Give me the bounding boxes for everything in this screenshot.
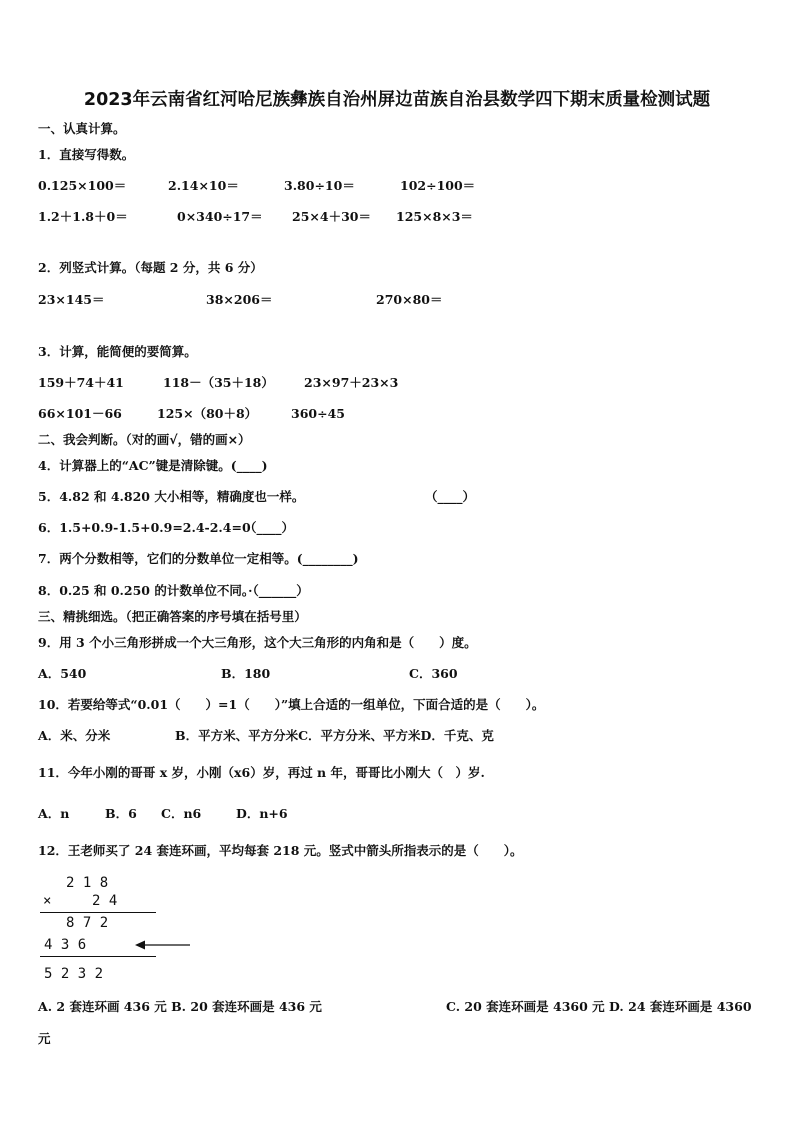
question-11: 11．今年小刚的哥哥 x 岁，小刚（x6）岁，再过 n 年，哥哥比小刚大（ ）岁. — [38, 765, 485, 780]
question-3-label: 3．计算，能简便的要简算。 — [38, 344, 197, 359]
q1-item-4: 102÷100＝ — [400, 178, 476, 193]
q1-item-6: 0×340÷17＝ — [177, 209, 263, 224]
q1-item-7: 25×4＋30＝ — [292, 209, 371, 224]
q2-item-3: 270×80＝ — [376, 292, 443, 307]
question-7: 7．两个分数相等，它们的分数单位一定相等。(________) — [38, 551, 359, 566]
question-9: 9．用 3 个小三角形拼成一个大三角形，这个大三角形的内角和是（ ）度。 — [38, 635, 477, 650]
question-6-blank: （____） — [244, 520, 295, 535]
q3-item-6: 360÷45 — [291, 406, 345, 421]
question-1-label: 1．直接写得数。 — [38, 147, 135, 162]
section-1-heading: 一、认真计算。 — [38, 121, 126, 136]
q11-option-c: C．n6 — [161, 806, 202, 821]
vertical-rule-2 — [40, 956, 156, 957]
q3-item-5: 125×（80＋8） — [157, 406, 258, 421]
section-2-heading: 二、我会判断。（对的画√，错的画×） — [38, 432, 251, 447]
q10-options-bcd: B．平方米、平方分米C．平方分米、平方米D．千克、克 — [175, 728, 494, 743]
q3-item-4: 66×101－66 — [38, 406, 122, 421]
q11-option-a: A．n — [38, 806, 70, 821]
question-12: 12．王老师买了 24 套连环画，平均每套 218 元。竖式中箭头所指表示的是（ ）。 — [38, 843, 523, 858]
q10-option-a: A．米、分米 — [38, 728, 111, 743]
q11-option-b: B．6 — [105, 806, 137, 821]
q3-item-3: 23×97＋23×3 — [304, 375, 399, 390]
q1-item-3: 3.80÷10＝ — [284, 178, 355, 193]
question-10: 10．若要给等式“0.01（ ）=1（ ）”填上合适的一组单位，下面合适的是（ ）。 — [38, 697, 545, 712]
vertical-product: 5 2 3 2 — [44, 966, 104, 982]
q1-item-2: 2.14×10＝ — [168, 178, 239, 193]
vertical-rule-1 — [40, 912, 156, 913]
page-title: 2023年云南省红河哈尼族彝族自治州屏边苗族自治县数学四下期末质量检测试题 — [83, 90, 711, 110]
question-6: 6．1.5+0.9-1.5+0.9=2.4-2.4=0 — [38, 520, 251, 535]
q9-option-c: C．360 — [409, 666, 458, 681]
question-2-label: 2．列竖式计算。（每题 2 分，共 6 分） — [38, 260, 263, 275]
question-8: 8．0.25 和 0.250 的计数单位不同。·（______） — [38, 583, 309, 598]
section-3-heading: 三、精挑细选。（把正确答案的序号填在括号里） — [38, 609, 307, 624]
arrow-left-icon — [134, 938, 192, 952]
vertical-partial-2: 4 3 6 — [44, 937, 87, 953]
q12-options-cd: C. 20 套连环画是 4360 元 D. 24 套连环画是 4360 — [446, 999, 752, 1014]
q9-option-b: B．180 — [221, 666, 271, 681]
q9-option-a: A．540 — [38, 666, 87, 681]
question-4: 4．计算器上的“AC”键是清除键。(____) — [38, 458, 268, 473]
q2-item-2: 38×206＝ — [206, 292, 273, 307]
vertical-multiplier: 2 4 — [92, 893, 118, 909]
q1-item-1: 0.125×100＝ — [38, 178, 127, 193]
q2-item-1: 23×145＝ — [38, 292, 105, 307]
q3-item-1: 159＋74＋41 — [38, 375, 124, 390]
vertical-multiplicand: 2 1 8 — [66, 875, 109, 891]
vertical-partial-1: 8 7 2 — [66, 915, 109, 931]
question-5: 5．4.82 和 4.820 大小相等，精确度也一样。 — [38, 489, 305, 504]
q12-options-ab: A. 2 套连环画 436 元 B. 20 套连环画是 436 元 — [38, 999, 322, 1014]
question-5-blank: （____） — [425, 489, 476, 504]
q1-item-8: 125×8×3＝ — [396, 209, 473, 224]
vertical-times-sign: × — [43, 893, 52, 909]
q1-item-5: 1.2＋1.8＋0＝ — [38, 209, 128, 224]
q11-option-d: D．n+6 — [236, 806, 288, 821]
q3-item-2: 118－（35＋18） — [163, 375, 274, 390]
q12-options-tail: 元 — [38, 1031, 51, 1046]
